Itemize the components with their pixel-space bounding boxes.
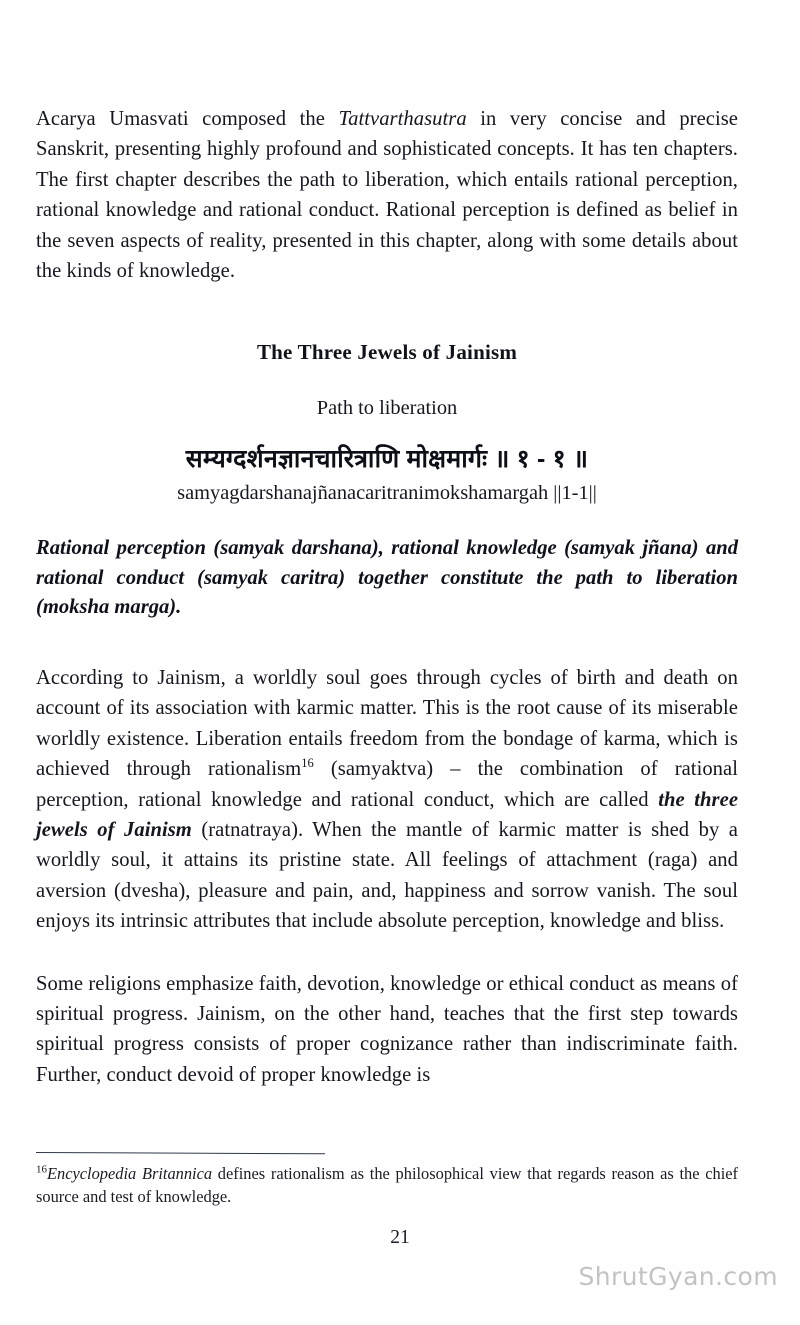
footnote-section [36,1152,738,1208]
encyclopedia-britannica-title: Encyclopedia Britannica [47,1164,213,1183]
footnote-body-text: defines rationalism as the philosophical view that regards reason as the chief source and test of knowledge. [36,1164,739,1206]
footnote-entry [36,1162,738,1208]
footnote-separator-rule [36,1152,325,1154]
three-jewels-emphasis: the three jewels of Jainism [36,788,739,841]
body-two-part-one: According to Jainism, a worldly soul goes through cycles of birth and death on account of its association with karmic matter. This is the root cause of its miserable worldly existence. Liberation entails freedom from the bondage of karma, which is achieved through rationalism [36,666,738,781]
page-content [36,104,738,1090]
section-heading: The Three Jewels of Jainism [256,340,518,365]
intro-text-rest: in very concise and precise Sanskrit, presenting highly profound and sophisticated concepts. It has ten chapters. The first chapter describes the path to liberation, which entails rational perception, rational knowledge and rational conduct. Rational perception is defined as belief in the seven aspects of reality, presented in this chapter, along with some details about the kinds of knowledge. [36,108,738,283]
footnote-reference-16[interactable]: 16 [301,756,314,771]
body-paragraph-two [36,663,738,937]
sutra-devanagari-line: सम्यग्दर्शनज्ञानचारित्राणि मोक्षमार्गः ॥ १ - १ ॥ [185,445,589,474]
spacer-after-intro [36,286,738,338]
spacer-between-paragraphs [36,937,738,969]
body-two-part-three: (ratnatraya). When the mantle of karmic matter is shed by a worldly soul, it attains its pristine state. All feelings of attachment (raga) and aversion (dvesha), pleasure and pain, and, happiness and sorrow vanish. The soul enjoys its intrinsic attributes that include absolute perception, knowledge and bliss. [36,818,738,933]
tattvarthasutra-title: Tattvarthasutra [338,108,467,130]
page-number: 21 [390,1227,410,1248]
spacer-after-sutra [36,623,738,663]
body-two-part-two: (samyaktva) – the combination of rational perception, rational knowledge and rational conduct, which are called [36,758,738,811]
sutra-transliteration-line: samyagdarshanajñanacaritranimokshamargah ||1-1|| [177,482,597,505]
body-paragraph-three: Some religions emphasize faith, devotion, knowledge or ethical conduct as means of spiritual progress. Jainism, on the other hand, teaches that the first step towards spiritual progress consists of proper cognizance rather than indiscriminate faith. Further, conduct devoid of proper knowledge is [36,972,738,1086]
intro-paragraph [36,104,738,286]
spacer-after-heading [36,366,738,394]
spacer-after-transliteration [36,508,738,534]
intro-text-lead: Acarya Umasvati composed the [36,108,339,130]
site-watermark: ShrutGyan.com [578,1262,778,1291]
sutra-translation-paragraph: Rational perception (samyak darshana), rational knowledge (samyak jñana) and rational conduct (samyak caritra) together constitute the path to liberation (moksha marga). [36,537,738,619]
footnote-marker-16: 16 [36,1163,47,1176]
spacer-after-subheading [36,422,738,442]
section-subheading: Path to liberation [316,397,458,420]
